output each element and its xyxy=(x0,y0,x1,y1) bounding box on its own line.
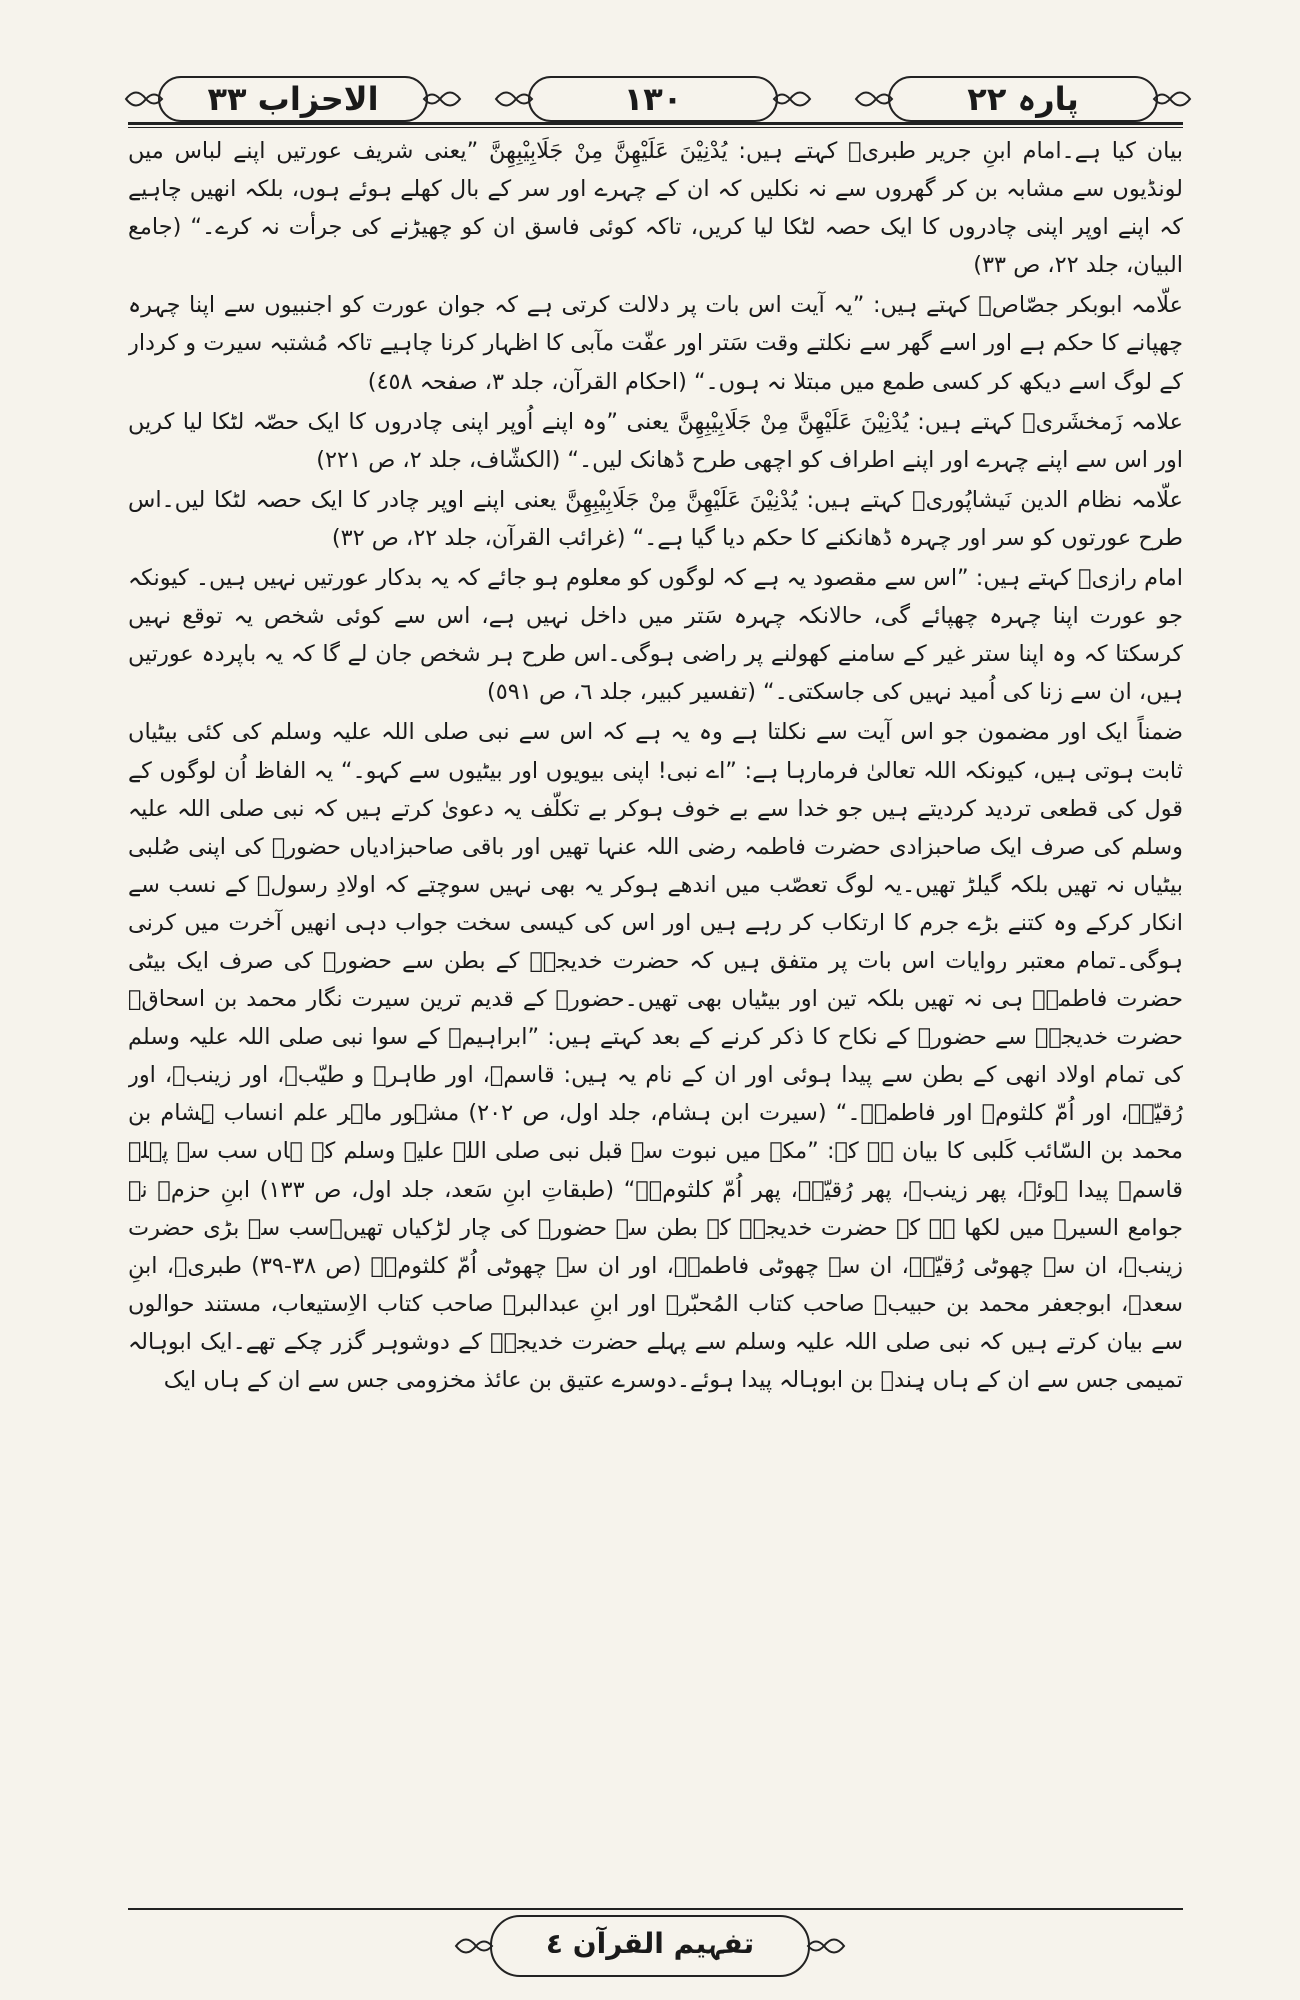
page-footer xyxy=(490,1915,810,1977)
surah-cartouche xyxy=(158,76,428,122)
floral-ornament-icon xyxy=(494,84,534,114)
paragraph-daughters: ضمناً ایک اور مضمون جو اس آیت سے نکلتا ہے وہ یہ ہے کہ اس سے نبی صلی اللہ علیہ وسلم کی کئی بیٹیاں ثابت ہوتی ہیں، کیونکہ اللہ تعالیٰ فرمارہا ہے: ”اے نبی! اپنی بیویوں اور بیٹیوں سے کہو۔“ یہ الفاظ اُن لوگوں کے قول کی قطعی تردید کردیتے ہیں جو خدا سے بے خوف ہوکر بے تکلّف یہ دعویٰ کرتے ہیں کہ نبی صلی اللہ علیہ وسلم کی صرف ایک صاحبزادی حضرت فاطمہ رضی اللہ عنہا تھیں اور باقی صاحبزادیاں حضورؐ کی اپنی صُلبی بیٹیاں نہ تھیں بلکہ گیلڑ تھیں۔یہ لوگ تعصّب میں اندھے ہوکر یہ بھی نہیں سوچتے کہ اولادِ رسولؐ کے نسب سے انکار کرکے وہ کتنے بڑے جرم کا ارتکاب کر رہے ہیں اور اس کی کیسی سخت جواب دہی انھیں آخرت میں کرنی ہوگی۔تمام معتبر روایات اس بات پر متفق ہیں کہ حضرت خدیجہؓ کے بطن سے حضورؐ کی صرف ایک بیٹی حضرت فاطمہؓ ہی نہ تھیں بلکہ تین اور بیٹیاں بھی تھیں۔حضورؐ کے قدیم ترین سیرت نگار محمد بن اسحاقؒ حضرت خدیجہؓ سے حضورؐ کے نکاح کا ذکر کرنے کے بعد کہتے ہیں: ”ابراہیمؑ کے سوا نبی صلی اللہ علیہ وسلم کی تمام اولاد انھی کے بطن سے پیدا ہوئی اور ان کے نام یہ ہیں: قاسمؓ، اور طاہرؓ و طیّبؓ، اور زینبؓ، اور رُقیّہؓ، اور اُمّ کلثومؓ اور فاطمہؓ۔“ (سیرت ابن ہشام، جلد اول، ص ٢٠٢) مشہور ماہر علم انساب ہِشام بن محمد بن السّائب کَلبی کا بیان ہے کہ: ”مکہ میں نبوت سے قبل نبی صلی اللہ علیہ وسلم کے ہاں سب سے پہلے قاسمؓ پیدا ہوئے، پھر زینبؓ، پھر رُقیّہؓ، پھر اُمّ کلثومؓ۔“ (طبقاتِ ابنِ سَعد، جلد اول، ص ١٣٣) ابنِ حزمؒ نے جوامع السیرۃ میں لکھا ہے کہ حضرت خدیجہؓ کے بطن سے حضورؐ کی چار لڑکیاں تھیں۔سب سے بڑی حضرت زینبؓ، ان سے چھوٹی رُقیّہؓ، ان سے چھوٹی فاطمہؓ، اور ان سے چھوٹی اُمّ کلثومؓ۔ (ص ٣٨-٣٩) طبریؒ، ابنِ سعدؒ، ابوجعفر محمد بن حبیبؒ صاحب کتاب المُحبّرؒ اور ابنِ عبدالبرؒ صاحب کتاب الاِستیعاب، مستند حوالوں سے بیان کرتے ہیں کہ نبی صلی اللہ علیہ وسلم سے پہلے حضرت خدیجہؓ کے دوشوہر گزر چکے تھے۔ایک ابوہالہ تمیمی جس سے ان کے ہاں ہِندؓ بن ابوہالہ پیدا ہوئے۔دوسرے عتیق بن عائذ مخزومی جس سے ان کے ہاں ایک xyxy=(128,719,1183,1393)
floral-ornament-icon xyxy=(454,1931,494,1961)
paragraph-zamakhshari: علامہ زَمخشَریؒ کہتے ہیں: یُدْنِیْنَ عَلَیْهِنَّ مِنْ جَلَابِیْبِهِنَّ یعنی ”وہ اپنے اُوپر اپنی چادروں کا ایک حصّہ لٹکا لیا کریں اور اس سے اپنے چہرے اور اپنے اطراف کو اچھی طرح ڈھانک لیں۔“ (الکشّاف، جلد ٢، ص ٢٢١) xyxy=(128,408,1183,473)
book-title: تفہیم القرآن ٤ xyxy=(545,1927,755,1960)
paragraph-nishapuri: علّامہ نظام الدین نَیشاپُوریؒ کہتے ہیں: یُدْنِیْنَ عَلَیْهِنَّ مِنْ جَلَابِیْبِهِنَّ یعنی اپنے اوپر چادر کا ایک حصہ لٹکا لیں۔اس طرح عورتوں کو سر اور چہرہ ڈھانکنے کا حکم دیا گیا ہے۔“ (غرائب القرآن، جلد ٢٢، ص ٣٢) xyxy=(128,486,1183,551)
para-label: پارہ ٢٢ xyxy=(967,80,1079,118)
header-rule-thin xyxy=(128,127,1183,128)
surah-label: الاحزاب ٣٣ xyxy=(207,80,379,118)
floral-ornament-icon xyxy=(854,84,894,114)
footer-rule xyxy=(128,1908,1183,1910)
paragraph-tabari: بیان کیا ہے۔امام ابنِ جریر طبریؒ کہتے ہیں: یُدْنِیْنَ عَلَیْهِنَّ مِنْ جَلَابِیْبِهِنَّ ”یعنی شریف عورتیں اپنے لباس میں لونڈیوں سے مشابہ بن کر گھروں سے نہ نکلیں کہ ان کے چہرے اور سر کے بال کھلے ہوئے ہوں، بلکہ انھیں چاہیے کہ اپنے اوپر اپنی چادروں کا ایک حصہ لٹکا لیا کریں، تاکہ کوئی فاسق ان کو چھیڑنے کی جرأت نہ کرے۔“ (جامع البیان، جلد ٢٢، ص ٣٣) xyxy=(128,138,1183,279)
page-number: ١٣٠ xyxy=(623,80,683,118)
paragraph-jassas: علّامہ ابوبکر جصّاصؒ کہتے ہیں: ”یہ آیت اس بات پر دلالت کرتی ہے کہ جوان عورت کو اجنبیوں سے اپنا چہرہ چھپانے کا حکم ہے اور اسے گھر سے نکلتے وقت سَتر اور عفّت مآبی کا اظہار کرنا چاہیے تاکہ مُشتبہ سیرت و کردار کے لوگ اسے دیکھ کر کسی طمع میں مبتلا نہ ہوں۔“ (احکام القرآن، جلد ٣، صفحہ ٤٥٨) xyxy=(128,292,1183,395)
page-number-cartouche xyxy=(528,76,778,122)
floral-ornament-icon xyxy=(124,84,164,114)
body-text xyxy=(128,132,1183,1892)
floral-ornament-icon xyxy=(772,84,812,114)
floral-ornament-icon xyxy=(806,1931,846,1961)
para-cartouche xyxy=(888,76,1158,122)
header-rule xyxy=(128,122,1183,125)
floral-ornament-icon xyxy=(422,84,462,114)
floral-ornament-icon xyxy=(1152,84,1192,114)
paragraph-razi: امام رازیؒ کہتے ہیں: ”اس سے مقصود یہ ہے کہ لوگوں کو معلوم ہو جائے کہ یہ بدکار عورتیں نہیں ہیں۔ کیونکہ جو عورت اپنا چہرہ چھپائے گی، حالانکہ چہرہ سَتر میں داخل نہیں ہے، اس سے کوئی شخص یہ توقع نہیں کرسکتا کہ وہ اپنا ستر غیر کے سامنے کھولنے پر راضی ہوگی۔اس طرح ہر شخص جان لے گا کہ یہ باپردہ عورتیں ہیں، ان سے زنا کی اُمید نہیں کی جاسکتی۔“ (تفسیر کبیر، جلد ٦، ص ٥٩١) xyxy=(128,565,1183,706)
